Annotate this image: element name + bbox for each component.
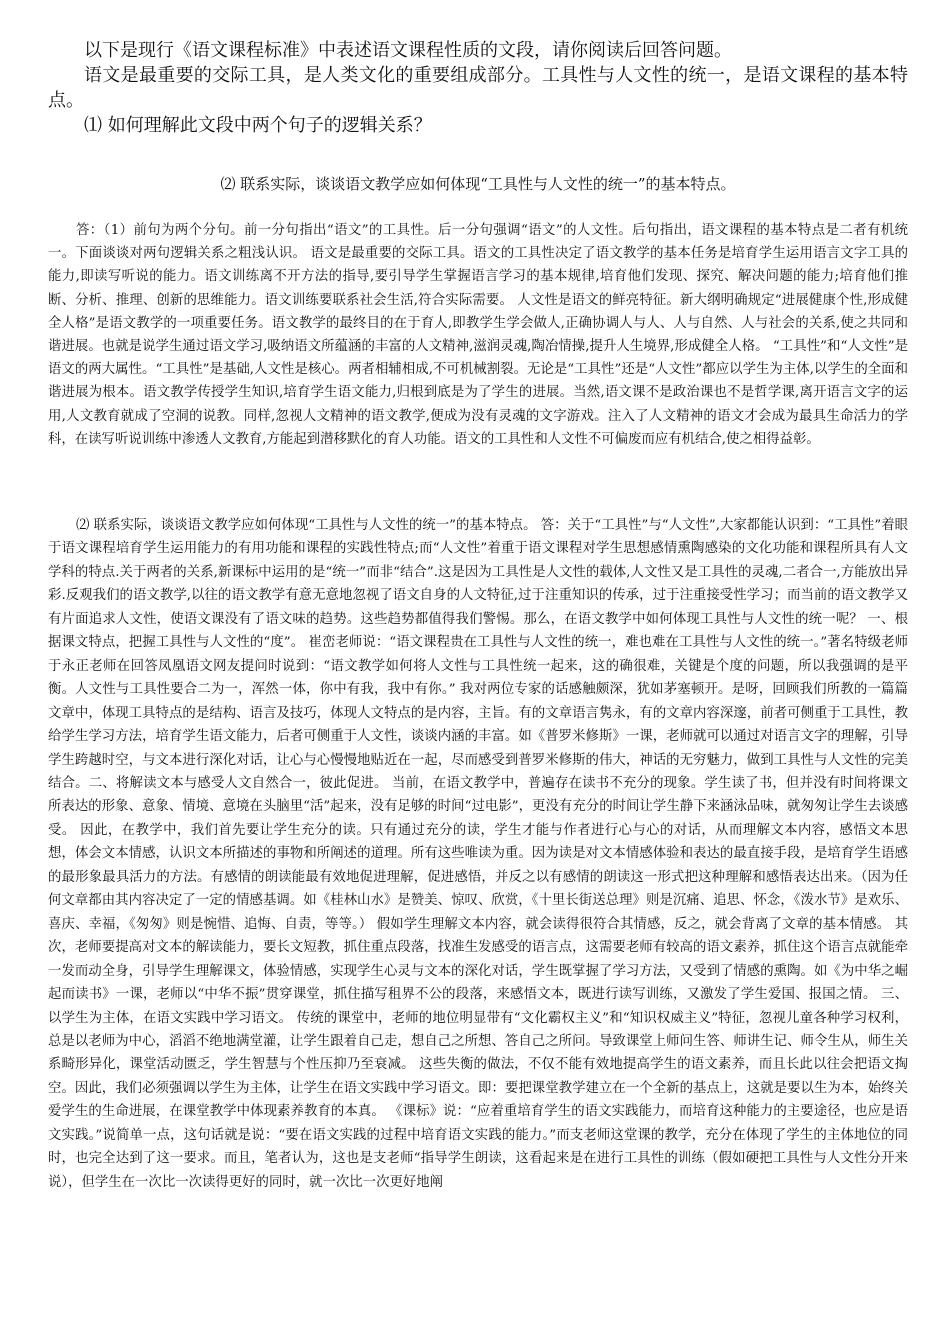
question-1: ⑴ 如何理解此文段中两个句子的逻辑关系？: [84, 115, 432, 136]
question-2: ⑵ 联系实际，谈谈语文教学应如何体现“工具性与人文性的统一”的基本特点。: [220, 175, 736, 193]
question-block: [48, 38, 908, 138]
intro-text: 以下是现行《语文课程标准》中表述语文课程性质的文段，请你阅读后回答问题。: [84, 40, 732, 61]
answer-1: 答：（1）前句为两个分句。前一分句指出“语文”的工具性。后一分句强调“语文”的人文性。后句指出，语文课程的基本特点是二者有机统一。下面谈谈对两句逻辑关系之粗浅认识。 语文是最重要的交际工具。语文的工具性决定了语文教学的基本任务是培育学生运用语言文字工具的能力,即读写听说的能力。语文训练离不开方法的指导,要引导学生掌握语言学习的基本规律,培育他们发现、探究、解决问题的能力;培育他们推断、分析、推理、创新的思维能力。语文训练要联系社会生活,符合实际需要。 人文性是语文的鲜亮特征。新大纲明确规定“进展健康个性,形成健全人格”是语文教学的一项重要任务。语文教学的最终目的在于育人,即教学生学会做人,正确协调人与人、人与自然、人与社会的关系,使之共同和谐进展。也就是说学生通过语文学习,吸纳语文所蕴涵的丰富的人文精神,滋润灵魂,陶冶情操,提升人生境界,形成健全人格。 “工具性”和“人文性”是语文的两大属性。“工具性”是基础,人文性是核心。两者相辅相成,不可机械割裂。无论是“工具性”还是“人文性”都应以学生为主体,以学生的全面和谐进展为根本。语文教学传授学生知识,培育学生语文能力,归根到底是为了学生的进展。当然,语文课不是政治课也不是哲学课,离开语言文字的运用,人文教育就成了空洞的说教。同样,忽视人文精神的语文教学,便成为没有灵魂的文字游戏。注入了人文精神的语文才会成为最具生命活力的学科，在读写听说训练中渗透人文教育,方能起到潜移默化的育人功能。语文的工具性和人文性不可偏废而应有机结合,使之相得益彰。: [48, 223, 908, 447]
passage-text: 语文是最重要的交际工具，是人类文化的重要组成部分。工具性与人文性的统一，是语文课程的基本特点。: [48, 65, 908, 111]
answer-2: ⑵ 联系实际，谈谈语文教学应如何体现“工具性与人文性的统一”的基本特点。 答：关于“工具性”与“人文性”,大家都能认识到：“工具性”着眼于语文课程培育学生运用能力的有用功能和课程的实践性特点;而“人文性”着重于语文课程对学生思想感情熏陶感染的文化功能和课程所具有人文学科的特点.关于两者的关系,新课标中运用的是“统一”而非“结合”.这是因为工具性是人文性的载体,人文性又是工具性的灵魂,二者合一,方能放出异彩.反观我们的语文教学,以往的语文教学有意无意地忽视了语文自身的人文特征,过于注重知识的传承，过于注重接受性学习；而当前的语文教学又有片面追求人文性，使语文课没有了语文味的趋势。这些趋势都值得我们警惕。那么，在语文教学中如何体现工具性与人文性的统一呢？ 一、根据课文特点，把握工具性与人文性的“度”。 崔峦老师说：“语文课程贵在工具性与人文性的统一，难也难在工具性与人文性的统一。”著名特级老师于永正老师在回答凤凰语文网友提问时说到：“语文教学如何将人文性与工具性统一起来，这的确很难，关键是个度的问题，所以我强调的是平衡。人文性与工具性要合二为一，浑然一体，你中有我，我中有你。” 我对两位专家的话感触颇深，犹如茅塞顿开。是呀，回顾我们所教的一篇篇文章中，体现工具特点的是结构、语言及技巧，体现人文特点的是内容，主旨。有的文章语言隽永，有的文章内容深邃，前者可侧重于工具性，教给学生学习方法，培育学生语文能力，后者可侧重于人文性，谈谈内涵的丰富。如《普罗米修斯》一课，老师就可以通过对语言文字的理解，引导学生跨越时空，与文本进行深化对话，让心与心慢慢地贴近在一起，尽而感受到普罗米修斯的伟大，神话的无穷魅力，做到工具性与人文性的完美结合。二、将解读文本与感受人文自然合一，彼此促进。 当前，在语文教学中，普遍存在读书不充分的现象。学生读了书，但并没有时间将课文所表达的形象、意象、情境、意境在头脑里“活”起来，没有足够的时间“过电影”，更没有充分的时间让学生静下来涵泳品味，就匆匆让学生去谈感受。 因此，在教学中，我们首先要让学生充分的读。只有通过充分的读，学生才能与作者进行心与心的对话，从而理解文本内容，感悟文本思想，体会文本情感，认识文本所描述的事物和所阐述的道理。所有这些唯读为重。因为读是对文本情感体验和表达的最直接手段，是培育学生语感的最形象最具活力的方法。有感情的朗读能最有效地促进理解，促进感悟，并反之以有感情的朗读这一形式把这种理解和感悟表达出来。（因为任何文章都由其内容决定了一定的情感基调。如《桂林山水》是赞美、惊叹、欣赏，《十里长街送总理》则是沉痛、追思、怀念，《泼水节》是欢乐、喜庆、幸福，《匆匆》则是惋惜、追悔、自责，等等。） 假如学生理解文本内容，就会读得很符合其情感，反之，就会背离了文章的基本情感。 其次，老师要提高对文本的解读能力，要长文短教，抓住重点段落，找准生发感受的语言点，这需要老师有较高的语文素养，抓住这个语言点就能牵一发而动全身，引导学生理解课文，体验情感，实现学生心灵与文本的深化对话，学生既掌握了学习方法，又受到了情感的熏陶。如《为中华之崛起而读书》一课，老师以“中华不振”贯穿课堂，抓住描写租界不公的段落，来感悟文本，既进行读写训练，又激发了学生爱国、报国之情。 三、以学生为主体，在语文实践中学习语文。 传统的课堂中，老师的地位明显带有“文化霸权主义”和“知识权威主义”特征，忽视儿童各种学习权利，总是以老师为中心，滔滔不绝地满堂灌，让学生跟着自己走，想自己之所想、答自己之所问。导致课堂上师问生答、师讲生记、师令生从，师生关系畸形异化，课堂活动匮乏，学生智慧与个性压抑乃至衰减。 这些失衡的做法，不仅不能有效地提高学生的语文素养，而且长此以往会把语文掏空。因此，我们必须强调以学生为主体，让学生在语文实践中学习语文。即：要把课堂教学建立在一个全新的基点上，这就是要以生为本，始终关爱学生的生命进展，在课堂教学中体现素养教育的本真。 《课标》说：“应着重培育学生的语文实践能力，而培育这种能力的主要途径，也应是语文实践。”说简单一点，这句话就是说：“要在语文实践的过程中培育语文实践的能力。”而支老师这堂课的教学，充分在体现了学生的主体地位的同时，也完全达到了这一要求。而且，笔者认为，这也是支老师“指导学生朗读，这看起来是在进行工具性的训练（假如硬把工具性与人文性分开来说），但学生在一次比一次读得更好的同时，就一次比一次更好地阐: [48, 518, 908, 1190]
